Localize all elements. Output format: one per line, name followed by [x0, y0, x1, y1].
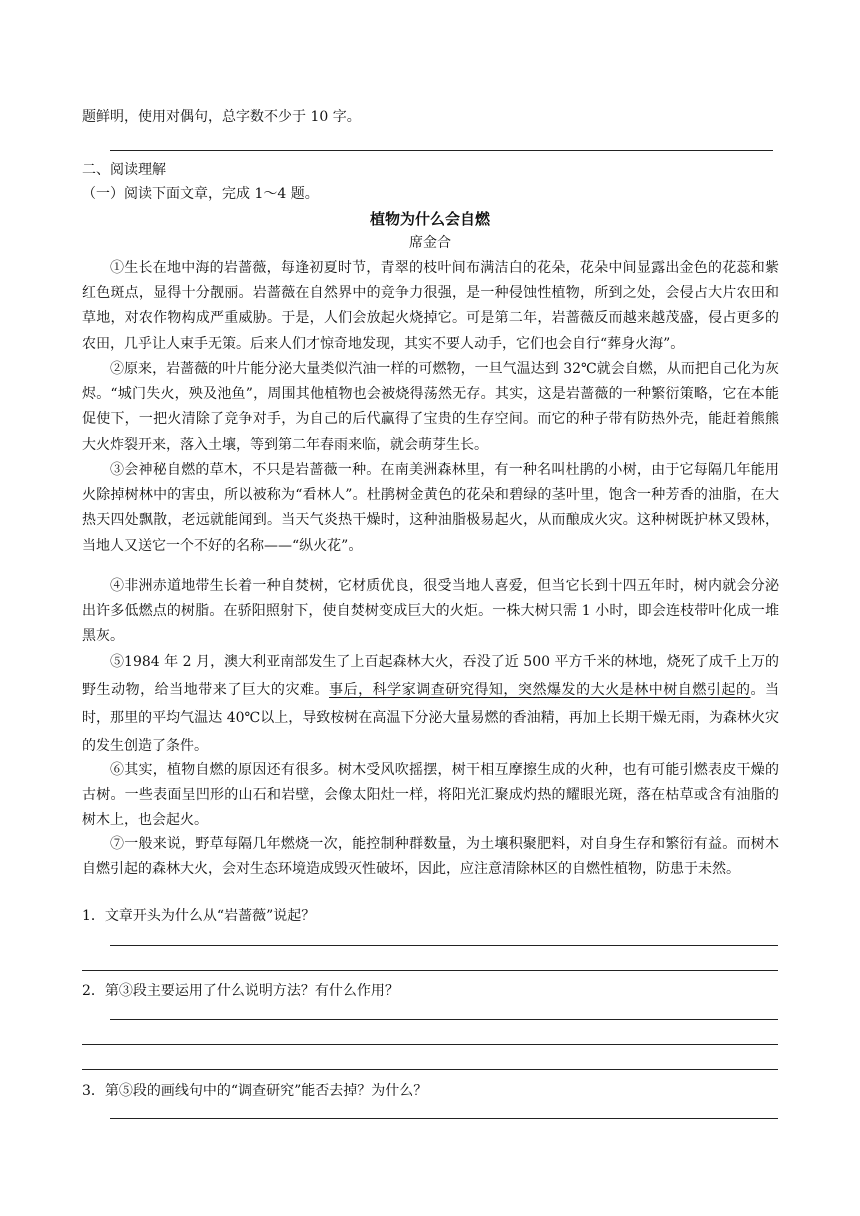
paragraph-2: ②原来，岩蔷薇的叶片能分泌大量类似汽油一样的可燃物，一旦气温达到 32℃就会自燃，从而把自己化为灰烬。“城门失火，殃及池鱼”，周围其他植物也会被烧得荡然无存。其实，这是岩蔷薇的一种繁衍策略，它在本能促使下，一把火清除了竞争对手，为自己的后代赢得了宝贵的生存空间。而它的种子带有防热外壳，能赶着熊熊大火炸裂开来，落入土壤，等到第二年春雨来临，就会萌芽生长。 — [82, 361, 779, 453]
paragraph-4: ④非洲赤道地带生长着一种自焚树，它材质优良，很受当地人喜爱，但当它长到十四五年时，树内就会分泌出许多低燃点的树脂。在骄阳照射下，使自焚树变成巨大的火炬。一株大树只需 1 小时，即会连枝带叶化成一堆黑灰。 — [82, 578, 779, 645]
paragraph-5-end: 。当时，那里的平均气温达 40℃以上，导致桉树在高温下分泌大量易燃的香油精，再加上长期干燥无雨，为森林火灾的发生创造了条件。 — [82, 682, 780, 754]
article-author: 席金合 — [409, 235, 451, 251]
question-2: 2．第③段主要运用了什么说明方法？有什么作用？ — [82, 983, 399, 999]
section-instruction: （一）阅读下面文章，完成 1～4 题。 — [82, 186, 319, 202]
previous-question-tail: 题鲜明，使用对偶句，总字数不少于 10 字。 — [82, 109, 361, 125]
answer-line — [110, 1019, 778, 1020]
answer-line — [82, 1044, 778, 1045]
question-1: 1．文章开头为什么从“岩蔷薇”说起？ — [82, 908, 316, 924]
article-title: 植物为什么会自燃 — [369, 210, 490, 228]
paragraph-5-start: ⑤1984 年 2 月，澳大利亚南部发生了上百起森林大火，吞没了近 500 平方千米的林地，烧死了成千上万的野生动物，给当地带来了巨大的灾难。 — [82, 654, 779, 698]
paragraph-3: ③会神秘自燃的草木，不只是岩蔷薇一种。在南美洲森林里，有一种名叫杜鹃的小树，由于它每隔几年能用火除掉树林中的害虫，所以被称为“看林人”。杜鹃树金黄色的花朵和碧绿的茎叶里，饱含一种芳香的油脂，在大热天四处飘散，老远就能闻到。当天气炎热干燥时，这种油脂极易起火，从而酿成火灾。这种树既护林又毁林，当地人又送它一个不好的名称——“纵火花”。 — [82, 462, 779, 554]
paragraph-7: ⑦一般来说，野草每隔几年燃烧一次，能控制种群数量，为土壤积聚肥料，对自身生存和繁衍有益。而树木自燃引起的森林大火，会对生态环境造成毁灭性破坏，因此，应注意清除林区的自燃性植物，防患于未然。 — [82, 836, 779, 878]
answer-line — [110, 1118, 778, 1119]
paragraph-5 — [82, 648, 779, 760]
answer-line — [82, 970, 778, 971]
section-heading: 二、阅读理解 — [82, 162, 166, 178]
question-3: 3．第⑤段的画线句中的“调查研究”能否去掉？为什么？ — [82, 1083, 428, 1099]
paragraph-1: ①生长在地中海的岩蔷薇，每逢初夏时节，青翠的枝叶间布满洁白的花朵，花朵中间显露出金色的花蕊和紫红色斑点，显得十分靓丽。岩蔷薇在自然界中的竞争力很强，是一种侵蚀性植物，所到之处，会侵占大片农田和草地，对农作物构成严重威胁。于是，人们会放起火烧掉它。可是第二年，岩蔷薇反而越来越茂盛，侵占更多的农田，几乎让人束手无策。后来人们才惊奇地发现，其实不要人动手，它们也会自行“葬身火海”。 — [82, 260, 779, 352]
paragraph-6: ⑥其实，植物自燃的原因还有很多。树木受风吹摇摆，树干相互摩擦生成的火种，也有可能引燃表皮干燥的古树。一些表面呈凹形的山石和岩壁，会像太阳灶一样，将阳光汇聚成灼热的耀眼光斑，落在枯草或含有油脂的树木上，也会起火。 — [82, 762, 779, 829]
underlined-sentence: 事后，科学家调查研究得知，突然爆发的大火是林中树自燃引起的 — [329, 682, 751, 698]
answer-line — [110, 945, 778, 946]
answer-line — [110, 150, 773, 151]
answer-line — [82, 1069, 778, 1070]
